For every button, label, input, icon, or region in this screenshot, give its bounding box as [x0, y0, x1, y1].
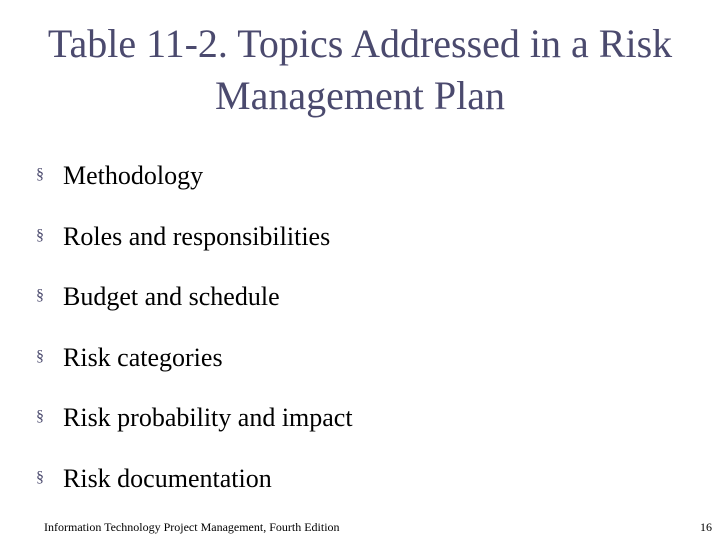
- bullet-item-budget: [36, 267, 353, 328]
- bullet-text: Methodology: [63, 161, 204, 191]
- bullet-marker-icon: §: [36, 347, 44, 365]
- bullet-text: Roles and responsibilities: [63, 221, 331, 251]
- bullet-item-roles: [36, 207, 353, 268]
- footer-text: Information Technology Project Management, Fourth Edition: [44, 520, 340, 534]
- bullet-item-probability-impact: [36, 388, 353, 449]
- bullet-item-risk-categories: [36, 328, 353, 389]
- bullet-marker-icon: §: [36, 226, 44, 244]
- bullet-item-methodology: [36, 146, 353, 207]
- bullet-text: Risk categories: [63, 342, 223, 372]
- bullet-marker-icon: §: [36, 287, 44, 305]
- bullet-marker-icon: §: [36, 408, 44, 426]
- bullet-marker-icon: §: [36, 166, 44, 184]
- bullet-marker-icon: §: [36, 468, 44, 486]
- bullet-item-risk-documentation: [36, 449, 353, 510]
- page-number: 16: [700, 520, 712, 534]
- bullet-text: Risk probability and impact: [63, 403, 353, 433]
- bullet-text: Risk documentation: [63, 463, 272, 493]
- bullet-text: Budget and schedule: [63, 282, 280, 312]
- slide-title: Table 11-2. Topics Addressed in a Risk Management Plan: [47, 21, 673, 118]
- bullet-list: [36, 146, 353, 509]
